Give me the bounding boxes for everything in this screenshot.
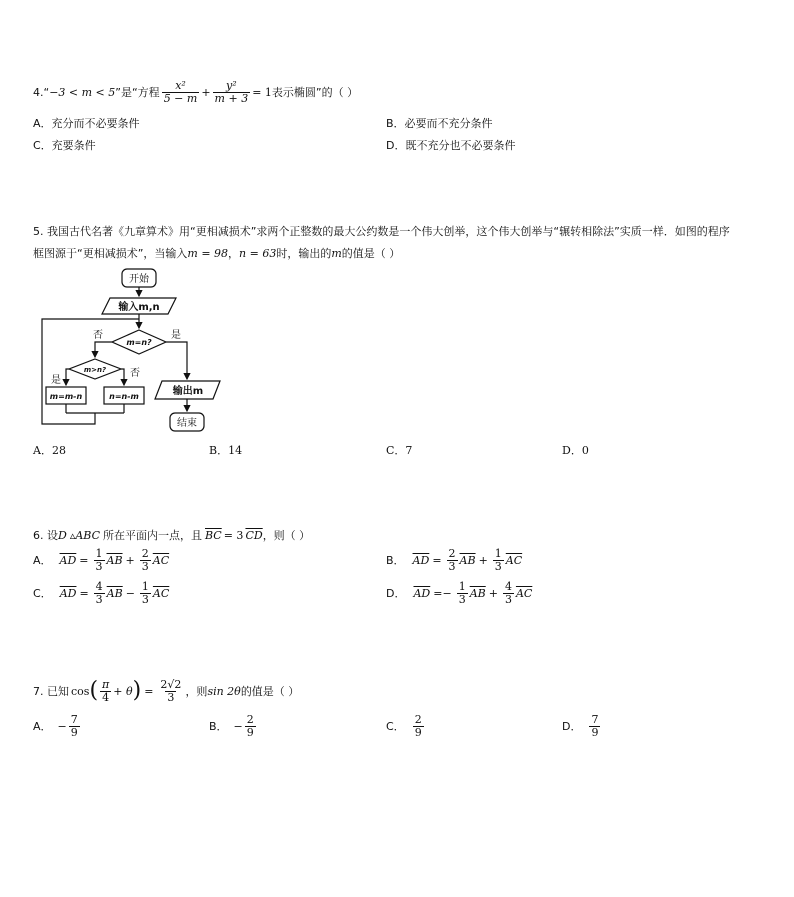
- q4-option-b: B．必要而不充分条件: [386, 117, 493, 130]
- q5-option-b: B．14: [209, 444, 243, 457]
- q4-frac-x: $\frac{\text{x²}}{5 - m}$: [163, 79, 198, 105]
- q6-option-c: C． $\overline{AD}$ = $\frac{4}{3}$ $\overline{AB}$ − $\frac{1}{3}$ $\overline{AC}$: [33, 580, 170, 606]
- q4-condition: −3 < m < 5: [49, 85, 116, 99]
- q5-stem-line2: 框图源于“更相减损术”，当输入 m = 98 ， n = 63 时，输出的 m 的值是（ ）: [33, 246, 401, 260]
- flow-output-label: 输出m: [172, 386, 204, 397]
- flow-end-label: 结束: [177, 418, 197, 429]
- q6-option-b: B． $\overline{AD}$ = $\frac{2}{3}$ $\overline{AB}$ + $\frac{1}{3}$ $\overline{AC}$: [386, 547, 523, 573]
- q4-stem: 4. “ −3 < m < 5 ”是“方程 $\frac{\text{x²}}{5 - m}$ + $\frac{\text{y²}}{m + 3}$ = 1 表示椭圆”的（ ）: [33, 79, 359, 105]
- q5-option-d: D．0: [562, 444, 589, 457]
- q6-option-a: A． $\overline{AD}$ = $\frac{1}{3}$ $\overline{AB}$ + $\frac{2}{3}$ $\overline{AC}$: [33, 547, 170, 573]
- flow-box-left-label: m=m-n: [49, 392, 83, 401]
- flow-start-label: 开始: [129, 274, 149, 285]
- q5-option-a: A．28: [33, 444, 66, 457]
- q4-frac-y: $\frac{\text{y²}}{m + 3}$: [214, 79, 249, 105]
- flow-input-label: 输入m,n: [118, 302, 160, 313]
- q7-stem: 7. 已知 cos ( $\frac{\pi}{4}$ + θ ) = $\frac{2√2}{3}$ ，则 sin 2θ 的值是（ ）: [33, 678, 300, 704]
- q7-option-b: B． − $\frac{2}{9}$: [209, 713, 254, 739]
- q7-option-c: C． $\frac{2}{9}$: [386, 713, 422, 739]
- flow-yes1-label: 是: [171, 330, 181, 341]
- q4-option-c: C．充要条件: [33, 139, 96, 152]
- q4-option-d: D．既不充分也不必要条件: [386, 139, 516, 152]
- q5-option-c: C．7: [386, 444, 413, 457]
- q6-stem: 6. 设 D ▵ABC 所在平面内一点，且 $\overline{BC}$ = 3 $\overline{CD}$ ，则（ ）: [33, 528, 311, 542]
- q7-option-d: D． $\frac{7}{9}$: [562, 713, 599, 739]
- flow-no2-label: 否: [130, 368, 140, 379]
- q7-option-a: A． − $\frac{7}{9}$: [33, 713, 78, 739]
- flow-cond1-label: m=n?: [126, 338, 152, 347]
- q5-stem-line1: 5. 我国古代名著《九章算术》用“更相减损术”求两个正整数的最大公约数是一个伟大创举，这个伟大创举与“辗转相除法”实质一样．如图的程序: [33, 225, 730, 238]
- flow-cond2-label: m>n?: [83, 366, 107, 374]
- flow-no1-label: 否: [93, 330, 103, 341]
- q6-option-d: D． $\overline{AD}$ =− $\frac{1}{3}$ $\overline{AB}$ + $\frac{4}{3}$ $\overline{AC}$: [386, 580, 533, 606]
- q4-option-a: A．充分而不必要条件: [33, 117, 140, 130]
- flow-yes2-label: 是: [51, 375, 61, 386]
- flow-box-right-label: n=n-m: [109, 392, 139, 401]
- q4-number: 4.: [33, 85, 44, 99]
